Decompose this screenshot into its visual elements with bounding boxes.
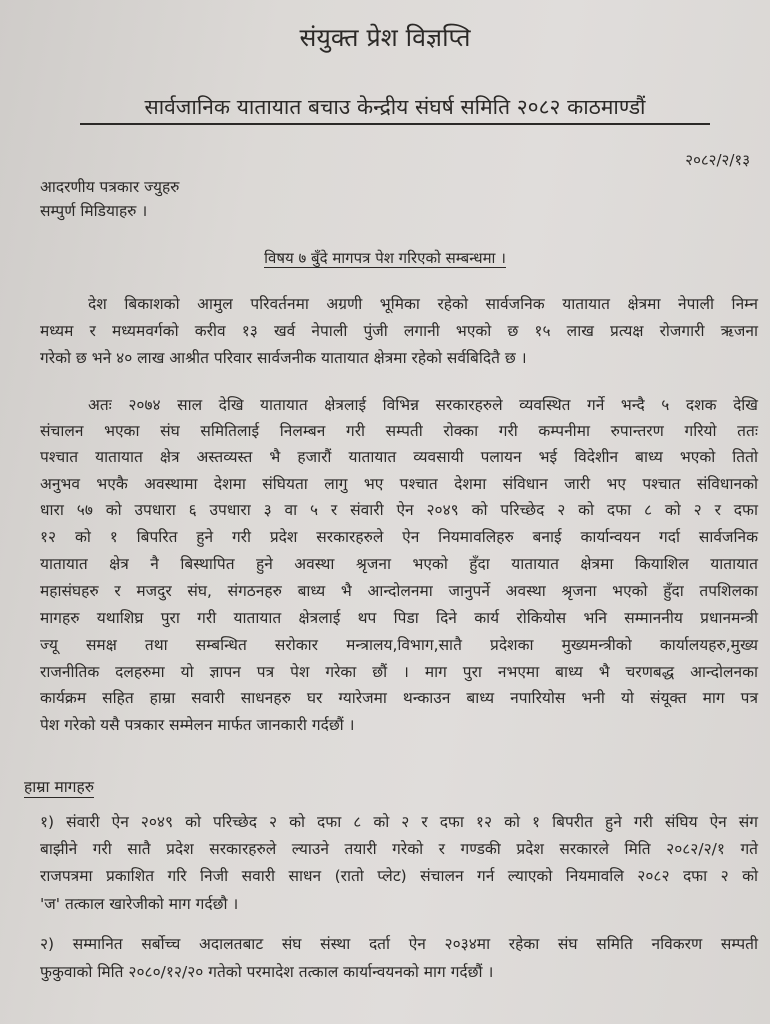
document-date: २०८२/२/१३ xyxy=(685,151,750,169)
demands-heading: हाम्रा मागहरु xyxy=(24,775,94,798)
document-title: संयुक्त प्रेश विज्ञप्ति xyxy=(299,23,471,52)
text-line: राजनीतिक दलहरुमा यो ज्ञापन पत्र पेश गरेका छौं । माग पुरा नभएमा बाध्य भै चरणबद्ध आन्दोलनका xyxy=(40,663,758,681)
text-line: राजपत्रमा प्रकाशित गरि निजी सवारी साधन (रातो प्लेट) संचालन गर्न ल्याएको नियमावलि २०८२ दफा २ को xyxy=(40,867,758,885)
text-line: अतः २०७४ साल देखि यातायात क्षेत्रलाई विभिन्न सरकारहरुले व्यवस्थित गर्ने भन्दै ५ दशक देखि xyxy=(88,396,758,414)
text-line: देश बिकाशको आमुल परिवर्तनमा अग्रणी भूमिका रहेको सार्वजनिक यातायात क्षेत्रमा नेपाली निम्न xyxy=(88,295,758,313)
text-line: फुकुवाको मिति २०८०/१२/२० गतेको परमादेश तत्काल कार्यान्वयनको माग गर्दछौं । xyxy=(40,963,494,981)
text-line: २) सम्मानित सर्बोच्च अदालतबाट संघ संस्था दर्ता ऐन २०३४मा रहेका संघ समिति नविकरण सम्पती xyxy=(40,935,758,953)
subject-line xyxy=(0,248,770,268)
text-line: यातायात क्षेत्र नै बिस्थापित हुने अवस्था श्रृजना भएको हुँदा यातायात क्षेत्रमा कियाशिल यातायात xyxy=(40,555,758,573)
subject-text: विषय ७ बुँदे मागपत्र पेश गरिएको सम्बन्धमा । xyxy=(264,249,506,267)
text-line: बाझीने गरी सातै प्रदेश सरकारहरुले ल्याउने तयारी गरेको र गण्डकी प्रदेश सरकारले मिति २०८२/२/१ गते xyxy=(40,840,758,858)
salutation-line: सम्पुर्ण मिडियाहरु । xyxy=(40,202,148,220)
text-line: संचालन भएका संघ समितिलाई निलम्बन गरी सम्पती रोक्का गरी कम्पनीमा रुपान्तरण गरियो ततः xyxy=(40,422,758,440)
text-line: कार्यक्रम सहित हाम्रा सवारी साधनहरु घर ग्यारेजमा थन्काउन बाध्य नपारियोस भनी यो संयूक्त माग पत्र xyxy=(40,689,758,707)
text-line: पश्चात यातायात क्षेत्र अस्तव्यस्त भै हजारौं यातायात व्यवसायी पलायन भई विदेशीन बाध्य भएको तितो xyxy=(40,448,758,466)
text-line: १) संवारी ऐन २०४९ को परिच्छेद २ को दफा ८ को २ र दफा १२ को १ बिपरीत हुने गरी संघिय ऐन संग xyxy=(40,813,758,831)
text-line: अनुभव भएकै अवस्थामा देशमा संघियता लागु भए पश्चात देशमा संविधान जारी भए पश्चात संविधानको xyxy=(40,475,758,493)
text-line: 'ज' तत्काल खारेजीको माग गर्दछौ । xyxy=(40,895,239,913)
text-line: गरेको छ भने ४० लाख आश्रीत परिवार सार्वजनीक यातायात क्षेत्रमा रहेको सर्वबिदितै छ । xyxy=(40,349,527,367)
text-line: महासंघहरु र मजदुर संघ, संगठनहरु बाध्य भै आन्दोलनमा जानुपर्ने अवस्था श्रृजना भएको हुँदा तपशिलका xyxy=(40,582,758,600)
organization-heading: सार्वजानिक यातायात बचाउ केन्द्रीय संघर्ष समिति २०८२ काठमाण्डौं xyxy=(80,93,710,125)
text-line: पेश गरेको यसै पत्रकार सम्मेलन मार्फत जानकारी गर्दछौं । xyxy=(40,716,355,734)
text-line: मागहरु यथाशिघ्र पुरा गरी यातायात क्षेत्रलाई थप पिडा दिने कार्य रोकियोस भनि सम्माननीय प्रधानमन्त्री xyxy=(40,609,758,627)
salutation-line: आदरणीय पत्रकार ज्युहरु xyxy=(40,178,180,196)
text-line: धारा ५७ को उपधारा ६ उपधारा ३ वा ५ र संवारी ऐन २०४९ को परिच्छेद २ को दफा ८ को २ र दफा xyxy=(40,501,758,519)
text-line: ज्यू समक्ष तथा सम्बन्धित सरोकार मन्त्रालय,विभाग,सातै प्रदेशका मुख्यमन्त्रीको कार्यालयहरु,मुख्य xyxy=(40,636,758,654)
text-line: १२ को १ बिपरित हुने गरी प्रदेश सरकारहरुले ऐन नियमावलिहरु बनाई कार्यान्वयन गर्दा सार्वजनिक xyxy=(40,528,758,546)
text-line: मध्यम र मध्यमवर्गको करीव १३ खर्व नेपाली पुंजी लगानी भएको छ १५ लाख प्रत्यक्ष रोजगारी ऋजना xyxy=(40,322,758,340)
